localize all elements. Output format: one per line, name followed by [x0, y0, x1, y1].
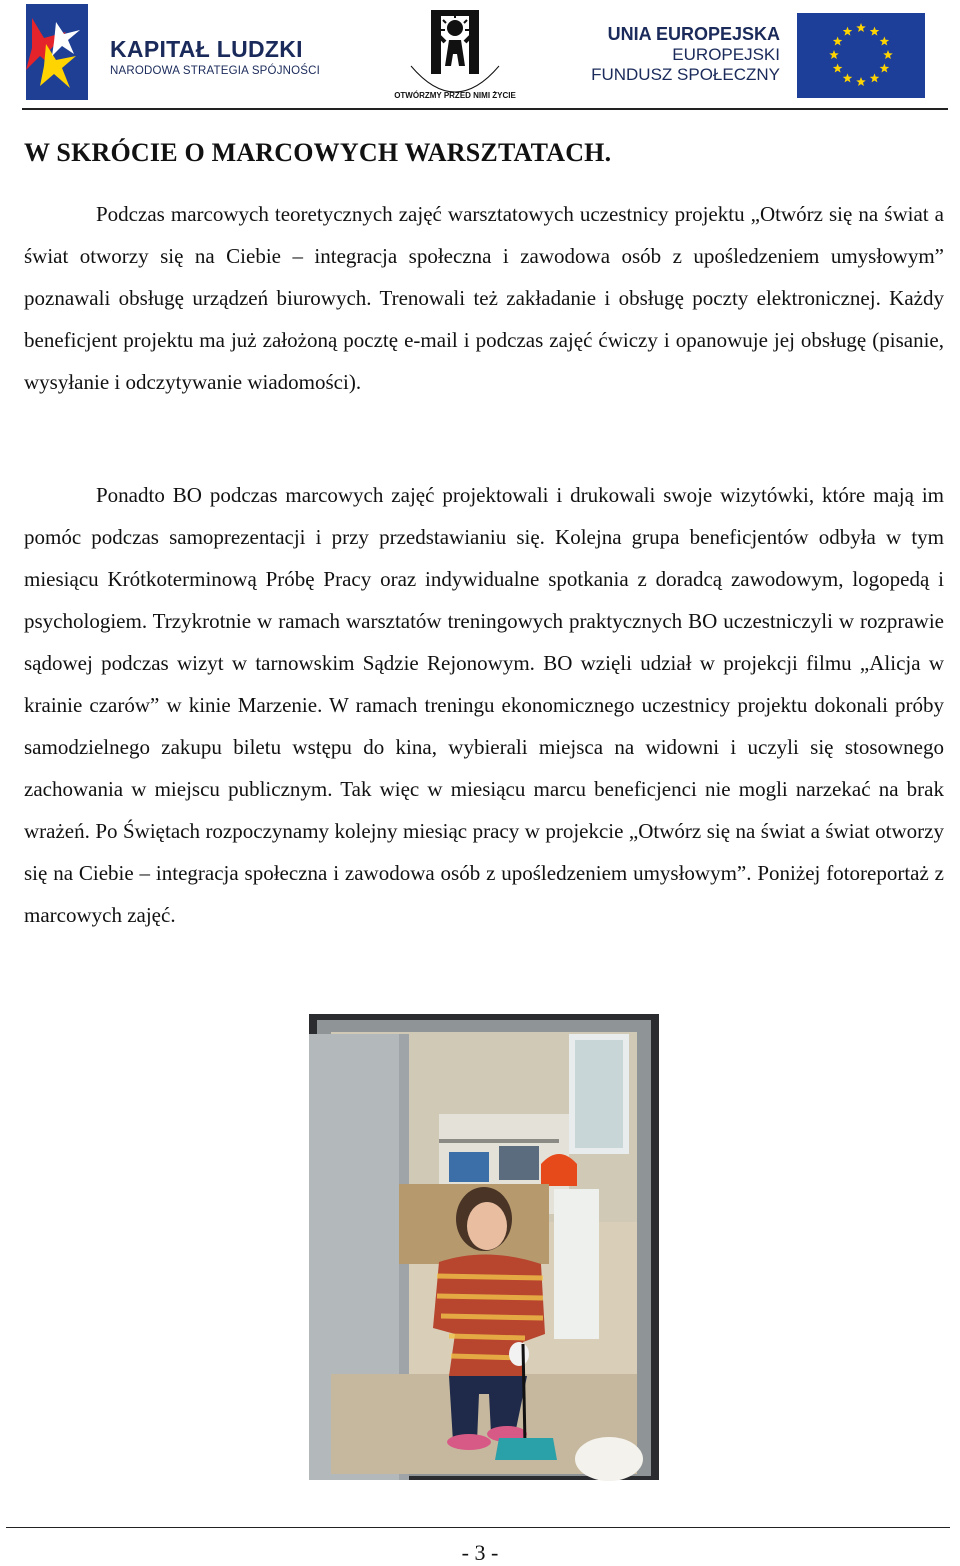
- eu-text: [591, 24, 780, 85]
- paragraph-1-text: Podczas marcowych teoretycznych zajęć warsztatowych uczestnicy projektu „Otwórz się na świat a świat otworzy się na Ciebie – integracja społeczna i zawodowa osób z upośledzeniem umysłowym” poznawali obsługę urządzeń biurowych. Trenowali też zakładanie i obsługę poczty elektronicznej. Każdy beneficjent projektu ma już założoną pocztę e-mail i podczas zajęć ćwiczy i opanowuje jej obsługę (pisanie, wysyłanie i odczytywanie wiadomości).: [24, 202, 944, 394]
- page-number: - 3 -: [461, 1540, 499, 1565]
- header-divider: [22, 108, 948, 110]
- document-title: W SKRÓCIE O MARCOWYCH WARSZTATACH.: [24, 138, 612, 167]
- paragraph-2: [24, 474, 944, 936]
- eu-line3: FUNDUSZ SPOŁECZNY: [591, 65, 780, 84]
- kapital-ludzki-text: [110, 36, 320, 77]
- eu-line1: UNIA EUROPEJSKA: [607, 24, 780, 44]
- kl-subtitle: NARODOWA STRATEGIA SPÓJNOŚCI: [110, 65, 321, 77]
- project-logo: [394, 6, 516, 104]
- workshop-photo: [309, 1014, 659, 1480]
- kapital-ludzki-logo: [26, 4, 88, 100]
- paragraph-2-text: Ponadto BO podczas marcowych zajęć projektowali i drukowali swoje wizytówki, które mają im pomóc podczas samoprezentacji i przy przedstawianiu się. Kolejna grupa beneficjentów odbyła w tym miesiącu Krótkoterminową Próbę Pracy oraz indywidualne spotkania z doradcą zawodowym, logopedą i psychologiem. Trzykrotnie w ramach warsztatów treningowych praktycznych BO uczestniczyli w rozprawie sądowej podczas wizyt w tarnowskim Sądzie Rejonowym. BO wzięli udział w projekcji filmu „Alicja w krainie czarów” w kinie Marzenie. W ramach treningu ekonomicznego uczestnicy projektu dokonali próby samodzielnego zakupu biletu wstępu do kina, wybierali miejsca na widowni i uczyli się stosownego zachowania w miejscu publicznym. Tak więc w miesiącu marcu beneficjenci nie mogli narzekać na brak wrażeń. Po Świętach rozpoczynamy kolejny miesiąc pracy w projekcie „Otwórz się na świat a świat otworzy się na Ciebie – integracja społeczna i zawodowa osób z upośledzeniem umysłowym”. Poniżej fotoreportaż z marcowych zajęć.: [24, 483, 944, 927]
- page-header: [0, 0, 960, 110]
- project-logo-text: OTWÓRZMY PRZED NIMI ŻYCIE: [394, 91, 516, 100]
- eu-line2: EUROPEJSKI: [672, 45, 780, 64]
- kl-title: KAPITAŁ LUDZKI: [110, 36, 303, 62]
- eu-flag-icon: [797, 13, 925, 98]
- paragraph-1: [24, 193, 944, 403]
- footer-divider: [6, 1527, 950, 1528]
